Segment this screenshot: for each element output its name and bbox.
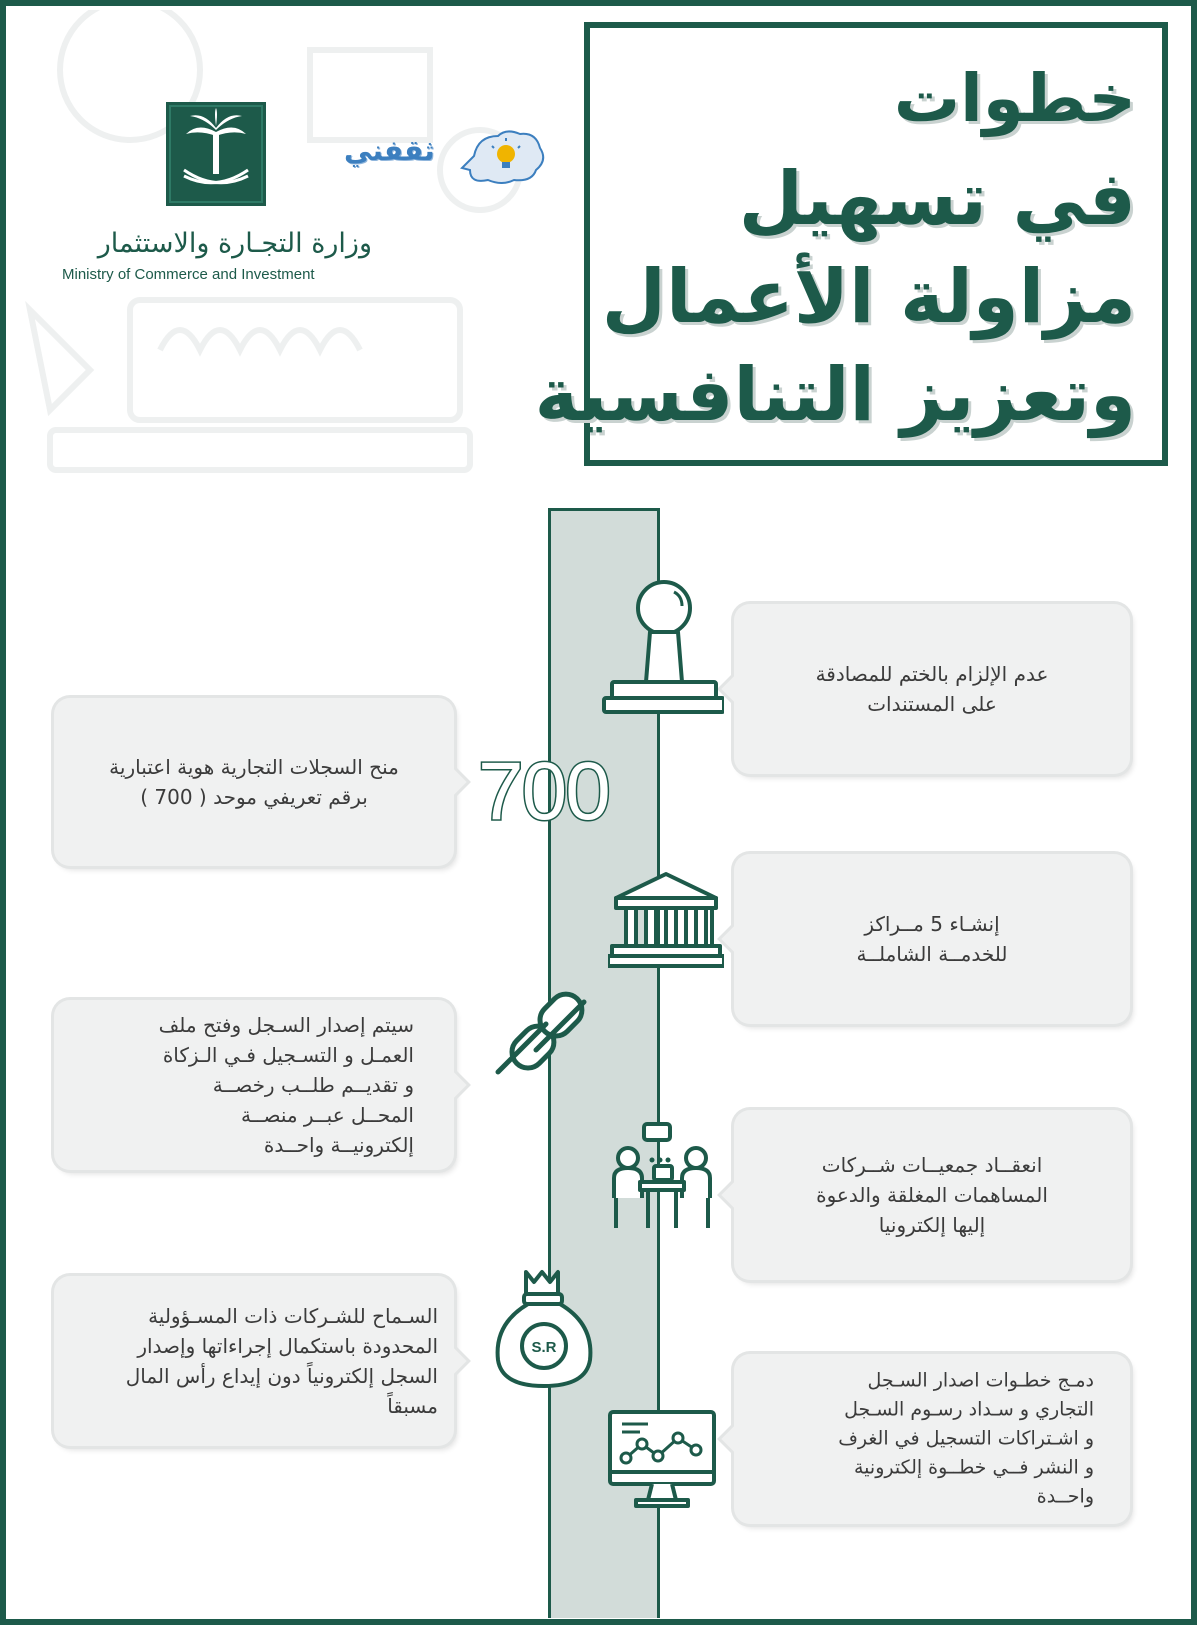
step-card-stamp <box>734 604 1130 774</box>
step-card-single-platform <box>54 1000 454 1170</box>
saudi-emblem-icon <box>160 98 272 210</box>
analytics-monitor-icon <box>608 1410 716 1510</box>
step-card-service-centers <box>734 854 1130 1024</box>
number-700-graphic: 700 <box>478 746 609 837</box>
money-bag-icon <box>494 1266 594 1390</box>
bank-building-icon <box>608 868 724 968</box>
ministry-name-ar: وزارة التجـارة والاستثمار <box>97 228 372 259</box>
brand-name: ثقفني <box>344 134 435 167</box>
step-card-text: سيتم إصدار السـجل وفتح ملف العمـل و التسـجيل فـي الـزكاة و تقديــم طلــب رخصــة المحــل عبــر منصــة إلكترونيــة واحــدة <box>158 1013 414 1157</box>
chain-link-icon <box>486 980 606 1092</box>
step-card-meetings <box>734 1110 1130 1280</box>
meeting-icon <box>610 1122 714 1232</box>
stamp-icon <box>600 572 724 722</box>
step-card-text: إنشـاء 5 مــراكز للخدمــة الشاملــة <box>856 912 1008 966</box>
title-line-4: وتعزيز التنافسية <box>534 352 1136 438</box>
ministry-name-en: Ministry of Commerce and Investment <box>62 266 315 283</box>
step-card-text: انعقــاد جمعيــات شــركات المساهمات المغلقة والدعوة إليها إلكترونيا <box>816 1153 1048 1237</box>
title-box <box>534 22 1168 466</box>
title-line-1: خطوات <box>893 60 1136 137</box>
step-card-text: دمـج خطـوات اصدار السـجل التجاري و سـداد رسـوم السـجل و اشـتراكات التسجيل في الغرف و النشر فــي خطــوة إلكترونية واحــدة <box>838 1369 1094 1508</box>
step-card-merge-steps <box>734 1354 1130 1524</box>
step-card-text: عدم الإلزام بالختم للمصادقة على المستندات <box>815 662 1049 716</box>
step-card-unified-number <box>54 698 454 866</box>
money-bag-label: S.R <box>531 1339 557 1356</box>
step-card-text: منح السجلات التجارية هوية اعتبارية برقم تعريفي موحد ( 700 ) <box>109 755 399 809</box>
step-card-llc-capital <box>54 1276 454 1446</box>
step-card-text: السـماح للشـركات ذات المسـؤولية المحدودة باستكمال إجراءاتها وإصدار السجل إلكترونياً دون إيداع رأس المال مسبقاً <box>125 1304 438 1418</box>
title-line-3: مزاولة الأعمال <box>601 254 1136 340</box>
background-doodles <box>10 10 570 570</box>
title-line-2: في تسهيل <box>738 156 1136 242</box>
